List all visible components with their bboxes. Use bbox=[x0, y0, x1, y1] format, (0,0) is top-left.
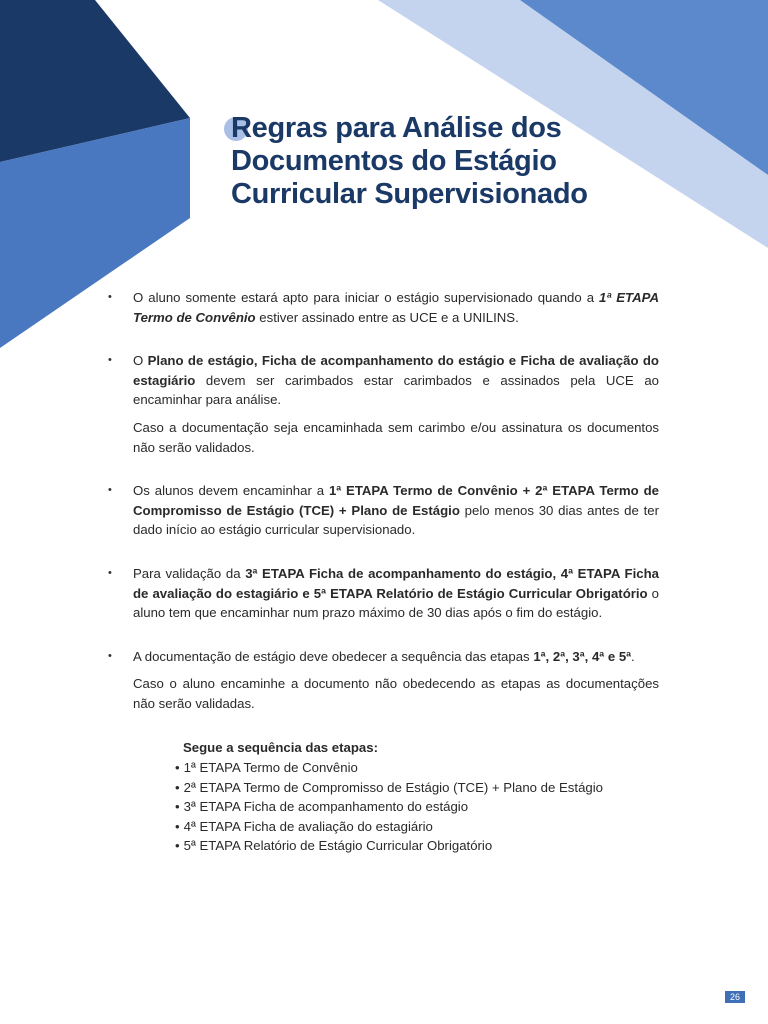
rule-text: O Plano de estágio, Ficha de acompanhamento do estágio e Ficha de avaliação do estagiário devem ser carimbados estar carimbados e assinados pela UCE ao encaminhar para análise. bbox=[133, 353, 659, 408]
rule-text: O aluno somente estará apto para iniciar o estágio supervisionado quando a 1ª ETAPA Termo de Convênio estiver assinado entre as UCE e a UNILINS. bbox=[133, 290, 659, 325]
rule-note: Caso a documentação seja encaminhada sem carimbo e/ou assinatura os documentos não serão validados. bbox=[133, 419, 659, 455]
sequence-step: • 2ª ETAPA Termo de Compromisso de Estágio (TCE) + Plano de Estágio bbox=[175, 779, 604, 795]
sequence-step: • 1ª ETAPA Termo de Convênio bbox=[175, 760, 358, 775]
rule-item-3 bbox=[108, 481, 659, 540]
bullet: • bbox=[108, 291, 112, 303]
page-number: 26 bbox=[725, 991, 745, 1003]
bullet: • bbox=[108, 354, 112, 367]
sequence-step: • 3ª ETAPA Ficha de acompanhamento do estágio bbox=[175, 799, 469, 815]
rule-text: Para validação da 3ª ETAPA Ficha de acompanhamento do estágio, 4ª ETAPA Ficha de avaliação do estagiário e 5ª ETAPA Relatório de Estágio Curricular Obrigatório o aluno tem que encaminhar num prazo máximo de 30 dias após o fim do estágio. bbox=[133, 565, 659, 621]
sequence-step: • 4ª ETAPA Ficha de avaliação do estagiário bbox=[175, 818, 433, 834]
title-line-2: Documentos do Estágio bbox=[231, 145, 557, 177]
bullet: • bbox=[108, 484, 112, 497]
rule-item-4 bbox=[108, 564, 659, 623]
title-line-3: Curricular Supervisionado bbox=[231, 178, 588, 210]
bullet: • bbox=[108, 566, 112, 579]
sequence-step: • 5ª ETAPA Relatório de Estágio Curricular Obrigatório bbox=[175, 838, 493, 854]
rule-text: A documentação de estágio deve obedecer a sequência das etapas 1ª, 2ª, 3ª, 4ª e 5ª. bbox=[133, 648, 635, 664]
rule-item-5 bbox=[108, 647, 659, 714]
sequence-heading: Segue a sequência das etapas: bbox=[183, 740, 378, 755]
page-title bbox=[231, 112, 588, 211]
sequence-list bbox=[175, 758, 603, 856]
title-line-1: Regras para Análise dos bbox=[231, 112, 562, 144]
rules-list bbox=[108, 288, 659, 724]
rule-note: Caso o aluno encaminhe a documento não obedecendo as etapas as documentações não serão validadas. bbox=[133, 676, 659, 711]
bullet: • bbox=[108, 649, 112, 662]
sequence-block bbox=[175, 740, 603, 856]
rule-text: Os alunos devem encaminhar a 1ª ETAPA Termo de Convênio + 2ª ETAPA Termo de Compromisso de Estágio (TCE) + Plano de Estágio pelo menos 30 dias antes de ter dado início ao estágio curricular supervisionado. bbox=[133, 483, 659, 538]
rule-item-1 bbox=[108, 288, 659, 327]
rule-item-2 bbox=[108, 351, 659, 457]
